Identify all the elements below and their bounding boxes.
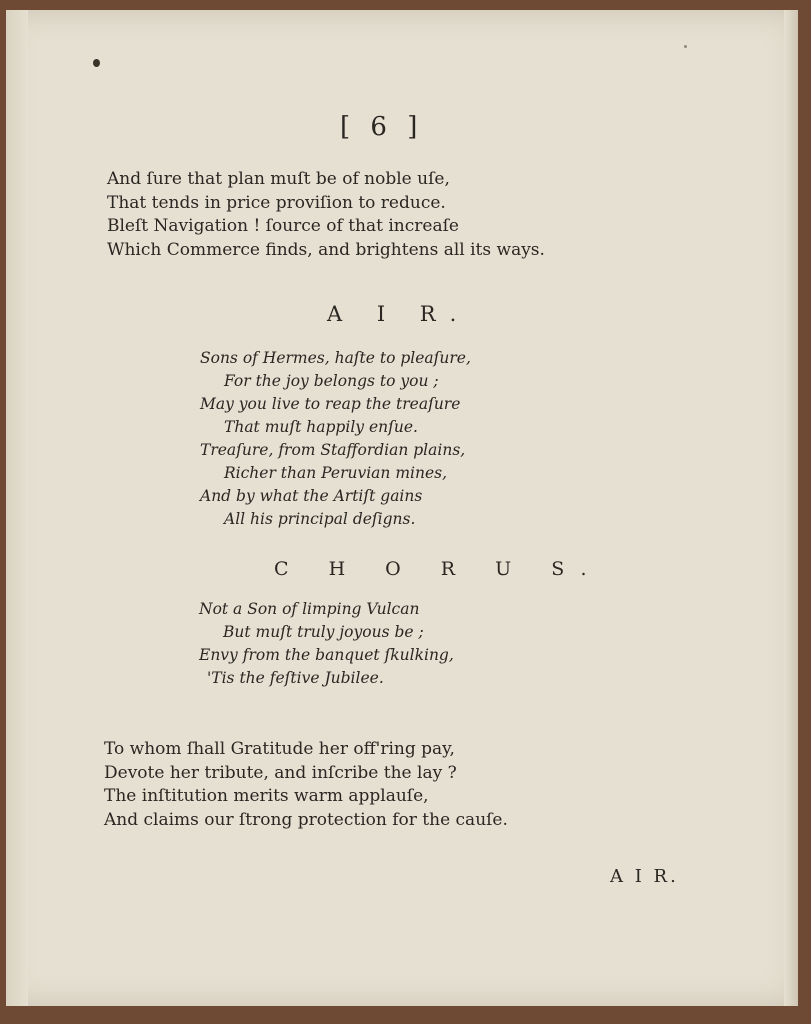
ink-speck	[684, 45, 687, 48]
verse-line: But muſt truly joyous be ;	[223, 623, 424, 641]
air-verse	[200, 347, 471, 531]
page-number: [ 6 ]	[340, 112, 424, 142]
stanza-closing	[104, 738, 508, 832]
catchword: A I R.	[610, 866, 679, 887]
verse-line: And ſure that plan muſt be of noble uſe,	[107, 169, 450, 189]
verse-line: That tends in price proviſion to reduce.	[107, 192, 446, 213]
verse-line: All his principal deſigns.	[224, 510, 416, 528]
verse-line: For the joy belongs to you ;	[224, 372, 439, 390]
verse-line: That muſt happily enſue.	[224, 418, 418, 436]
verse-line: Which Commerce finds, and brightens all its ways.	[107, 239, 545, 260]
verse-line: 'Tis the feſtive Jubilee.	[207, 669, 384, 687]
verse-line: Richer than Peruvian mines,	[224, 464, 448, 482]
verse-line: The inſtitution merits warm applauſe,	[104, 786, 429, 806]
ink-speck	[93, 59, 100, 67]
verse-line: Bleſt Navigation ! ſource of that increaſe	[107, 216, 459, 236]
verse-line: Envy from the banquet ſkulking,	[199, 646, 454, 664]
verse-line: And claims our ſtrong protection for the cauſe.	[104, 809, 508, 830]
air-heading: A I R.	[327, 302, 471, 326]
verse-line: Treaſure, from Staffordian plains,	[200, 441, 466, 459]
verse-line: May you live to reap the treaſure	[200, 395, 461, 413]
verse-line: Not a Son of limping Vulcan	[199, 600, 420, 618]
page-gutter	[6, 10, 28, 1006]
chorus-verse	[199, 598, 454, 690]
verse-line: To whom ſhall Gratitude her off'ring pay,	[104, 739, 455, 759]
verse-line: Sons of Hermes, haſte to pleaſure,	[200, 349, 471, 367]
chorus-heading: C H O R U S.	[274, 558, 604, 580]
verse-line: Devote her tribute, and inſcribe the lay ?	[104, 762, 457, 783]
verse-line: And by what the Artiſt gains	[200, 487, 423, 505]
stanza-opening	[107, 168, 545, 262]
page-edge	[784, 10, 798, 1006]
